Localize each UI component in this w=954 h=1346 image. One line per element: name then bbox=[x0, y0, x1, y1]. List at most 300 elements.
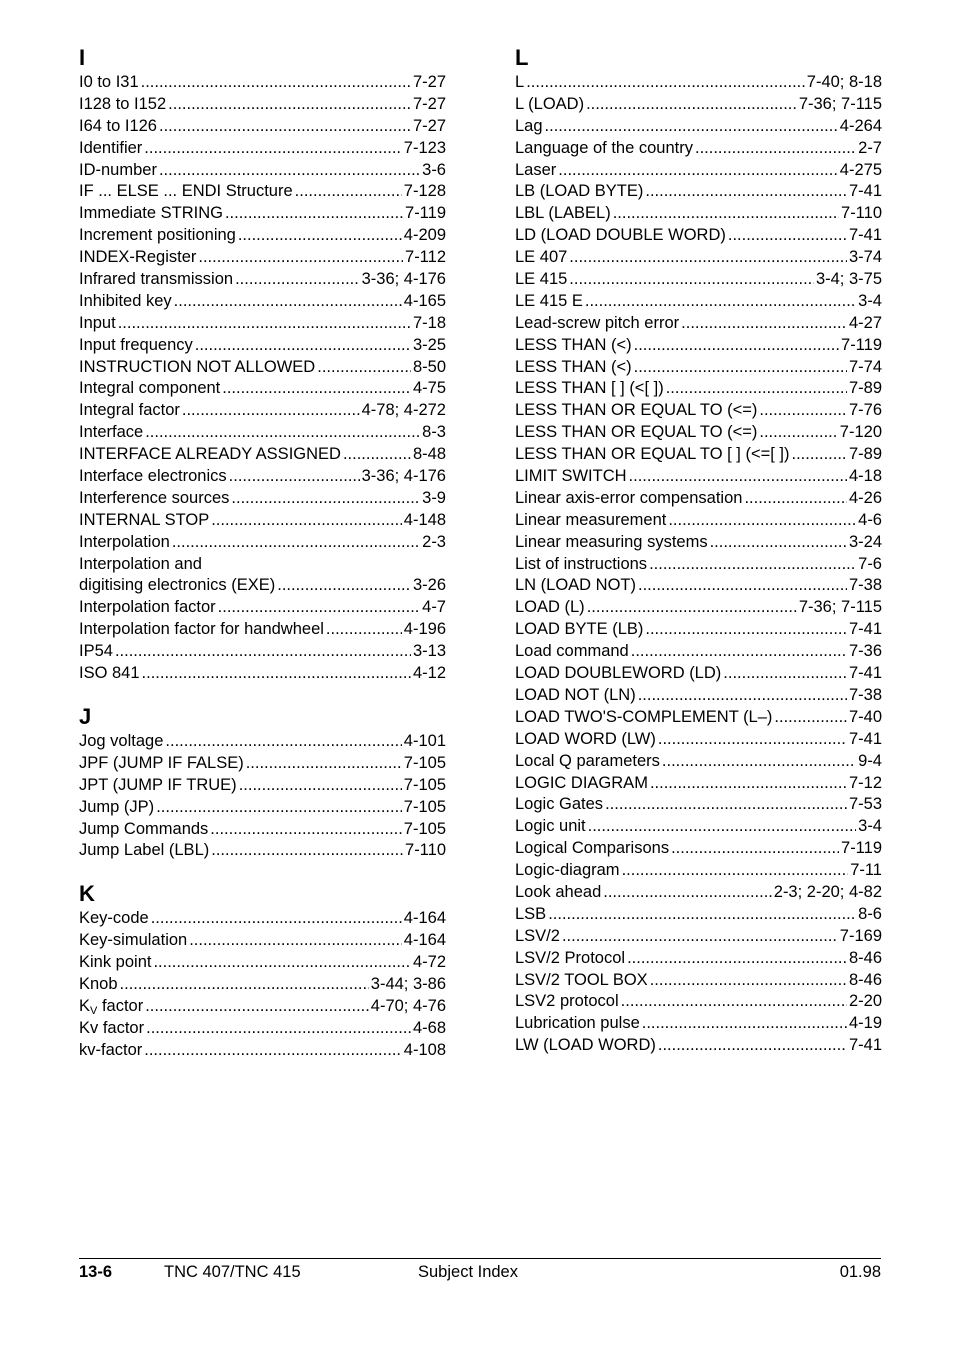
dot-leader bbox=[603, 882, 772, 904]
index-entry bbox=[79, 378, 446, 400]
dot-leader bbox=[710, 532, 847, 554]
dot-leader bbox=[634, 357, 847, 379]
entry-term: Knob bbox=[79, 974, 118, 993]
dot-leader bbox=[229, 466, 360, 488]
entry-term: Linear measurement bbox=[515, 510, 667, 529]
entry-page: 7-169 bbox=[839, 926, 882, 945]
index-entry bbox=[79, 116, 446, 138]
index-entry bbox=[515, 904, 882, 926]
index-section bbox=[79, 880, 446, 1061]
entry-page: 4-78; 4-272 bbox=[361, 401, 446, 420]
index-entry bbox=[515, 707, 882, 729]
entry-page: 7-6 bbox=[858, 554, 882, 573]
entry-page: 4-68 bbox=[412, 1018, 446, 1037]
entry-term: Kink point bbox=[79, 953, 152, 972]
entry-page: 4-275 bbox=[839, 160, 882, 179]
entry-page: 7-128 bbox=[403, 182, 446, 201]
dot-leader bbox=[146, 1018, 411, 1040]
index-entry bbox=[79, 619, 446, 641]
dot-leader bbox=[681, 313, 847, 335]
entry-term: Logic-diagram bbox=[515, 861, 620, 880]
entry-page: 3-74 bbox=[848, 248, 882, 267]
dot-leader bbox=[759, 400, 847, 422]
dot-leader bbox=[662, 751, 856, 773]
entry-term: Language of the country bbox=[515, 138, 693, 157]
section-letter: J bbox=[79, 703, 92, 729]
entry-page: 7-110 bbox=[405, 841, 446, 860]
index-entry bbox=[515, 860, 882, 882]
entry-page: 4-196 bbox=[403, 620, 446, 639]
entry-term: ID-number bbox=[79, 160, 157, 179]
index-entry bbox=[79, 488, 446, 510]
entry-term: Logic unit bbox=[515, 817, 586, 836]
dot-leader bbox=[774, 707, 847, 729]
dot-leader bbox=[629, 466, 847, 488]
entry-page: 7-40; 8-18 bbox=[806, 73, 882, 91]
footer-rule bbox=[79, 1258, 881, 1259]
index-entry bbox=[79, 444, 446, 466]
dot-leader bbox=[144, 1040, 402, 1062]
entry-page: 7-41 bbox=[848, 620, 882, 639]
entry-term: Integral component bbox=[79, 379, 221, 398]
entry-page: 7-105 bbox=[403, 797, 446, 816]
entry-term: Jump Commands bbox=[79, 819, 209, 838]
index-entry bbox=[515, 794, 882, 816]
dot-leader bbox=[671, 838, 839, 860]
entry-page: 8-6 bbox=[858, 904, 882, 923]
entry-page: 3-9 bbox=[422, 488, 446, 507]
index-entry bbox=[79, 181, 446, 203]
dot-leader bbox=[235, 269, 360, 291]
entry-page: 9-4 bbox=[858, 751, 882, 770]
dot-leader bbox=[295, 181, 402, 203]
index-entry bbox=[515, 116, 882, 138]
entry-term: Immediate STRING bbox=[79, 204, 223, 223]
index-entry bbox=[79, 291, 446, 313]
index-entry bbox=[79, 597, 446, 619]
entry-page: 3-4 bbox=[858, 291, 882, 310]
index-entry bbox=[79, 72, 446, 94]
dot-leader bbox=[239, 775, 402, 797]
entry-page: 7-41 bbox=[848, 226, 882, 245]
entry-page: 7-89 bbox=[848, 379, 882, 398]
index-entry bbox=[515, 203, 882, 225]
dot-leader bbox=[526, 72, 805, 94]
entry-page: 3-24 bbox=[848, 532, 882, 551]
entry-term: Lag bbox=[515, 116, 543, 135]
dot-leader bbox=[198, 247, 403, 269]
entry-term: LOAD TWO'S-COMPLEMENT (L–) bbox=[515, 707, 773, 726]
index-entry bbox=[79, 510, 446, 532]
entry-page: 4-70; 4-76 bbox=[370, 996, 446, 1015]
entry-page: 2-7 bbox=[858, 138, 882, 157]
index-entry bbox=[79, 532, 446, 554]
dot-leader bbox=[634, 335, 839, 357]
dot-leader bbox=[225, 203, 403, 225]
entry-term: Identifier bbox=[79, 138, 143, 157]
entry-term: L (LOAD) bbox=[515, 94, 585, 113]
entry-term: LIMIT SWITCH bbox=[515, 467, 627, 486]
entry-page: 7-41 bbox=[848, 664, 882, 683]
entry-term: kv-factor bbox=[79, 1040, 143, 1059]
entry-page: 3-26 bbox=[412, 576, 446, 595]
entry-page: 3-25 bbox=[412, 335, 446, 354]
index-entry bbox=[79, 466, 446, 488]
dot-leader bbox=[159, 116, 411, 138]
entry-page: 7-76 bbox=[848, 401, 882, 420]
index-entry bbox=[515, 597, 882, 619]
index-entry bbox=[79, 335, 446, 357]
entry-page: 7-12 bbox=[848, 773, 882, 792]
entry-term: Interference sources bbox=[79, 488, 230, 507]
dot-leader bbox=[210, 819, 402, 841]
index-entry bbox=[515, 1013, 882, 1035]
entry-page: 7-119 bbox=[841, 839, 882, 858]
entry-term: LE 407 bbox=[515, 248, 568, 267]
index-entry bbox=[79, 203, 446, 225]
entry-term: LSV/2 TOOL BOX bbox=[515, 970, 648, 989]
dot-leader bbox=[222, 378, 411, 400]
dot-leader bbox=[658, 1035, 847, 1057]
index-entry bbox=[515, 751, 882, 773]
entry-page: 4-164 bbox=[403, 931, 446, 950]
dot-leader bbox=[569, 269, 814, 291]
entry-term: LESS THAN OR EQUAL TO (<=) bbox=[515, 423, 758, 442]
dot-leader bbox=[645, 181, 847, 203]
entry-page: 3-6 bbox=[422, 160, 446, 179]
dot-leader bbox=[548, 904, 856, 926]
index-entry bbox=[515, 181, 882, 203]
entry-page: 4-209 bbox=[403, 226, 446, 245]
footer-page-number: 13-6 bbox=[79, 1263, 113, 1281]
dot-leader bbox=[649, 554, 856, 576]
index-entry bbox=[79, 554, 446, 576]
entry-term: IP54 bbox=[79, 642, 113, 661]
entry-term: Interpolation factor bbox=[79, 598, 216, 617]
entry-term: Local Q parameters bbox=[515, 751, 660, 770]
entry-page: 7-27 bbox=[412, 116, 446, 135]
index-section bbox=[79, 44, 446, 685]
dot-leader bbox=[613, 203, 839, 225]
index-entry bbox=[515, 816, 882, 838]
dot-leader bbox=[638, 575, 847, 597]
index-entry bbox=[515, 554, 882, 576]
index-entry bbox=[79, 357, 446, 379]
entry-page: 8-46 bbox=[848, 948, 882, 967]
entry-term: LOAD BYTE (LB) bbox=[515, 620, 644, 639]
entry-page: 8-50 bbox=[412, 357, 446, 376]
dot-leader bbox=[645, 619, 847, 641]
entry-page: 7-38 bbox=[848, 576, 882, 595]
footer-model: TNC 407/TNC 415 bbox=[164, 1263, 301, 1281]
index-entry bbox=[79, 819, 446, 841]
index-entry bbox=[79, 641, 446, 663]
dot-leader bbox=[558, 160, 838, 182]
entry-page: 4-108 bbox=[403, 1040, 446, 1059]
entry-term: INTERNAL STOP bbox=[79, 510, 210, 529]
dot-leader bbox=[115, 641, 411, 663]
dot-leader bbox=[588, 816, 857, 838]
dot-leader bbox=[759, 422, 837, 444]
index-entry bbox=[79, 908, 446, 930]
index-entry bbox=[79, 1040, 446, 1062]
entry-term: Infrared transmission bbox=[79, 270, 234, 289]
left-column bbox=[79, 44, 446, 1080]
dot-leader bbox=[211, 510, 402, 532]
section-letter: L bbox=[515, 45, 529, 70]
dot-leader bbox=[642, 1013, 847, 1035]
entry-term: LD (LOAD DOUBLE WORD) bbox=[515, 226, 726, 245]
entry-term: LB (LOAD BYTE) bbox=[515, 182, 644, 201]
entry-term: LSV/2 Protocol bbox=[515, 948, 626, 967]
dot-leader bbox=[627, 948, 847, 970]
entry-term: LESS THAN (<) bbox=[515, 357, 632, 376]
entry-term: LE 415 E bbox=[515, 291, 583, 310]
index-entry bbox=[515, 970, 882, 992]
entry-term: L bbox=[515, 73, 525, 91]
index-entry bbox=[515, 160, 882, 182]
entry-page: 7-41 bbox=[848, 182, 882, 201]
index-entry bbox=[515, 269, 882, 291]
entry-page: 4-27 bbox=[848, 313, 882, 332]
section-letter: K bbox=[79, 881, 95, 907]
index-entry bbox=[515, 926, 882, 948]
entry-term: LOAD WORD (LW) bbox=[515, 729, 656, 748]
index-entry bbox=[79, 269, 446, 291]
entry-term: JPT (JUMP IF TRUE) bbox=[79, 775, 237, 794]
dot-leader bbox=[151, 908, 402, 930]
entry-page: 4-26 bbox=[848, 488, 882, 507]
index-entry bbox=[515, 444, 882, 466]
entry-term: Key-simulation bbox=[79, 931, 188, 950]
dot-leader bbox=[586, 94, 797, 116]
entry-term: Interpolation and bbox=[79, 554, 202, 573]
dot-leader bbox=[231, 488, 420, 510]
entry-term: LE 415 bbox=[515, 270, 568, 289]
index-entry bbox=[515, 400, 882, 422]
dot-leader bbox=[658, 729, 847, 751]
entry-page: 3-13 bbox=[412, 642, 446, 661]
dot-leader bbox=[791, 444, 846, 466]
dot-leader bbox=[277, 575, 411, 597]
entry-term: LSB bbox=[515, 904, 547, 923]
entry-term: JPF (JUMP IF FALSE) bbox=[79, 753, 244, 772]
entry-term: I64 to I126 bbox=[79, 116, 157, 135]
dot-leader bbox=[622, 860, 849, 882]
entry-term: Logic Gates bbox=[515, 795, 604, 814]
index-entry bbox=[515, 291, 882, 313]
entry-term: Laser bbox=[515, 160, 557, 179]
index-entry bbox=[515, 466, 882, 488]
index-entry bbox=[515, 378, 882, 400]
entry-term: I128 to I152 bbox=[79, 94, 167, 113]
entry-page: 7-36 bbox=[848, 642, 882, 661]
section-letter: I bbox=[79, 45, 86, 70]
index-entry bbox=[515, 510, 882, 532]
entry-term: Input bbox=[79, 313, 116, 332]
dot-leader bbox=[631, 641, 847, 663]
dot-leader bbox=[153, 952, 411, 974]
footer-section: Subject Index bbox=[418, 1263, 518, 1281]
entry-page: 7-89 bbox=[848, 445, 882, 464]
dot-leader bbox=[668, 510, 856, 532]
index-entry bbox=[515, 94, 882, 116]
dot-leader bbox=[621, 991, 847, 1013]
dot-leader bbox=[585, 291, 856, 313]
entry-page: 2-3; 2-20; 4-82 bbox=[773, 882, 882, 901]
index-entry bbox=[515, 422, 882, 444]
entry-term: Interface electronics bbox=[79, 467, 227, 486]
dot-leader bbox=[343, 444, 411, 466]
dot-leader bbox=[172, 532, 420, 554]
index-entry bbox=[79, 400, 446, 422]
index-entry bbox=[515, 247, 882, 269]
entry-term: INSTRUCTION NOT ALLOWED bbox=[79, 357, 316, 376]
entry-term: Jump (JP) bbox=[79, 797, 155, 816]
entry-page: 8-3 bbox=[422, 423, 446, 442]
right-column bbox=[515, 44, 882, 1075]
index-entry bbox=[79, 930, 446, 952]
index-entry bbox=[515, 575, 882, 597]
entry-page: 3-4 bbox=[858, 817, 882, 836]
index-entry bbox=[79, 663, 446, 685]
index-entry bbox=[515, 838, 882, 860]
entry-page: 4-6 bbox=[858, 510, 882, 529]
index-entry bbox=[79, 225, 446, 247]
entry-term: I0 to I31 bbox=[79, 73, 139, 91]
footer-date: 01.98 bbox=[839, 1263, 881, 1281]
index-entry bbox=[79, 840, 446, 862]
entry-page: 4-101 bbox=[403, 731, 446, 750]
dot-leader bbox=[666, 378, 847, 400]
dot-leader bbox=[174, 291, 402, 313]
dot-leader bbox=[744, 488, 847, 510]
entry-page: 3-4; 3-75 bbox=[815, 270, 882, 289]
dot-leader bbox=[156, 797, 402, 819]
dot-leader bbox=[145, 422, 420, 444]
entry-term: LESS THAN OR EQUAL TO [ ] (<=[ ]) bbox=[515, 445, 790, 464]
entry-term: Interface bbox=[79, 423, 144, 442]
index-entry bbox=[515, 335, 882, 357]
entry-term: IF ... ELSE ... ENDI Structure bbox=[79, 182, 293, 201]
entry-term: LESS THAN OR EQUAL TO (<=) bbox=[515, 401, 758, 420]
dot-leader bbox=[182, 400, 360, 422]
index-entry bbox=[79, 996, 446, 1018]
entry-term: Linear axis-error compensation bbox=[515, 488, 743, 507]
entry-term: LSV2 protocol bbox=[515, 992, 619, 1011]
entry-page: 7-11 bbox=[850, 861, 882, 880]
entry-term: Interpolation factor for handwheel bbox=[79, 620, 324, 639]
index-entry bbox=[79, 775, 446, 797]
entry-page: 4-264 bbox=[839, 116, 882, 135]
entry-term: Integral factor bbox=[79, 401, 180, 420]
dot-leader bbox=[189, 930, 402, 952]
index-entry bbox=[79, 952, 446, 974]
entry-page: 4-19 bbox=[848, 1014, 882, 1033]
entry-term: LBL (LABEL) bbox=[515, 204, 611, 223]
index-entry bbox=[79, 753, 446, 775]
entry-page: 4-7 bbox=[422, 598, 446, 617]
entry-page: 4-164 bbox=[403, 909, 446, 928]
entry-page: 2-3 bbox=[422, 532, 446, 551]
dot-leader bbox=[650, 773, 847, 795]
dot-leader bbox=[650, 970, 847, 992]
index-entry bbox=[515, 882, 882, 904]
index-entry bbox=[515, 313, 882, 335]
dot-leader bbox=[144, 138, 402, 160]
index-entry bbox=[79, 160, 446, 182]
entry-term: LW (LOAD WORD) bbox=[515, 1036, 656, 1055]
entry-page: 3-36; 4-176 bbox=[361, 467, 446, 486]
entry-term: LSV/2 bbox=[515, 926, 560, 945]
dot-leader bbox=[165, 731, 401, 753]
entry-term: digitising electronics (EXE) bbox=[79, 576, 276, 595]
entry-term: $K_V$ factor bbox=[79, 996, 144, 1017]
entry-term: Kv factor bbox=[79, 1018, 145, 1037]
entry-term: LN (LOAD NOT) bbox=[515, 576, 637, 595]
index-entry bbox=[515, 138, 882, 160]
entry-page: 4-12 bbox=[412, 664, 446, 683]
entry-page: 4-75 bbox=[412, 379, 446, 398]
entry-term: Load command bbox=[515, 642, 629, 661]
entry-page: 4-148 bbox=[403, 510, 446, 529]
dot-leader bbox=[326, 619, 402, 641]
entry-page: 7-105 bbox=[403, 753, 446, 772]
entry-term: LOGIC DIAGRAM bbox=[515, 773, 648, 792]
dot-leader bbox=[562, 926, 838, 948]
entry-term: ISO 841 bbox=[79, 664, 140, 683]
entry-term: LESS THAN (<) bbox=[515, 335, 632, 354]
index-entry bbox=[79, 138, 446, 160]
index-entry bbox=[79, 422, 446, 444]
index-entry bbox=[79, 1018, 446, 1040]
entry-page: 7-27 bbox=[412, 73, 446, 91]
entry-page: 7-40 bbox=[848, 707, 882, 726]
dot-leader bbox=[118, 313, 411, 335]
entry-term: Jog voltage bbox=[79, 731, 164, 750]
index-entry bbox=[515, 685, 882, 707]
index-entry bbox=[79, 313, 446, 335]
index-entry bbox=[515, 729, 882, 751]
entry-page: 7-36; 7-115 bbox=[798, 598, 882, 617]
entry-term: Lead-screw pitch error bbox=[515, 313, 680, 332]
index-entry bbox=[515, 357, 882, 379]
dot-leader bbox=[159, 160, 420, 182]
dot-leader bbox=[145, 996, 369, 1018]
entry-page: 3-36; 4-176 bbox=[361, 270, 446, 289]
index-entry bbox=[515, 641, 882, 663]
index-entry bbox=[515, 225, 882, 247]
index-entry bbox=[79, 247, 446, 269]
entry-page: 7-119 bbox=[405, 204, 446, 223]
entry-term: Linear measuring systems bbox=[515, 532, 708, 551]
entry-page: 8-48 bbox=[412, 445, 446, 464]
entry-term: Inhibited key bbox=[79, 291, 172, 310]
dot-leader bbox=[695, 138, 856, 160]
entry-page: 4-72 bbox=[412, 953, 446, 972]
dot-leader bbox=[605, 794, 847, 816]
dot-leader bbox=[723, 663, 847, 685]
dot-leader bbox=[246, 753, 402, 775]
index-section bbox=[79, 703, 446, 862]
dot-leader bbox=[168, 94, 411, 116]
entry-page: 7-74 bbox=[848, 357, 882, 376]
entry-term: Increment positioning bbox=[79, 226, 236, 245]
entry-term: Jump Label (LBL) bbox=[79, 841, 210, 860]
index-entry bbox=[515, 532, 882, 554]
dot-leader bbox=[728, 225, 847, 247]
entry-term: Key-code bbox=[79, 909, 149, 928]
